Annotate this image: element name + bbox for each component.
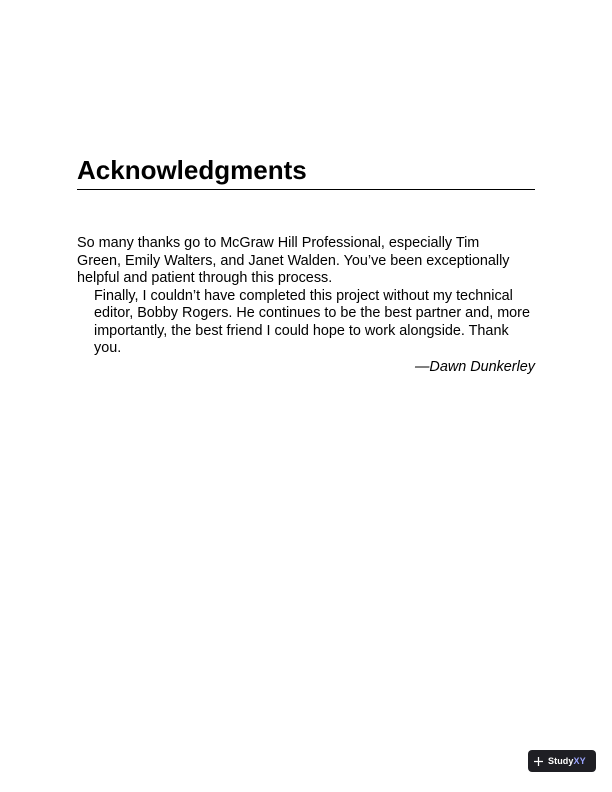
logo-text-accent: XY	[573, 756, 586, 766]
text-line: you.	[94, 340, 122, 356]
text-line: Finally, I couldn’t have completed this project without my technical	[94, 287, 513, 304]
logo-wordmark	[548, 756, 586, 766]
text-line: So many thanks go to McGraw Hill Professional, especially Tim	[77, 235, 480, 251]
text-line: importantly, the best friend I could hope to work alongside. Thank	[94, 322, 509, 339]
body-text	[77, 235, 537, 358]
text-line: editor, Bobby Rogers. He continues to be the best partner and, more	[94, 305, 530, 321]
plus-icon	[534, 757, 543, 766]
studyxy-logo	[528, 750, 596, 772]
paragraph	[77, 235, 537, 288]
text-line: Green, Emily Walters, and Janet Walden. You’ve been exceptionally	[77, 252, 510, 269]
title-divider	[77, 189, 535, 190]
paragraph	[77, 288, 537, 358]
page-title: Acknowledgments	[77, 155, 307, 185]
text-line: helpful and patient through this process.	[77, 270, 333, 286]
signature: —Dawn Dunkerley	[415, 359, 535, 375]
logo-text-main: Study	[548, 756, 574, 766]
